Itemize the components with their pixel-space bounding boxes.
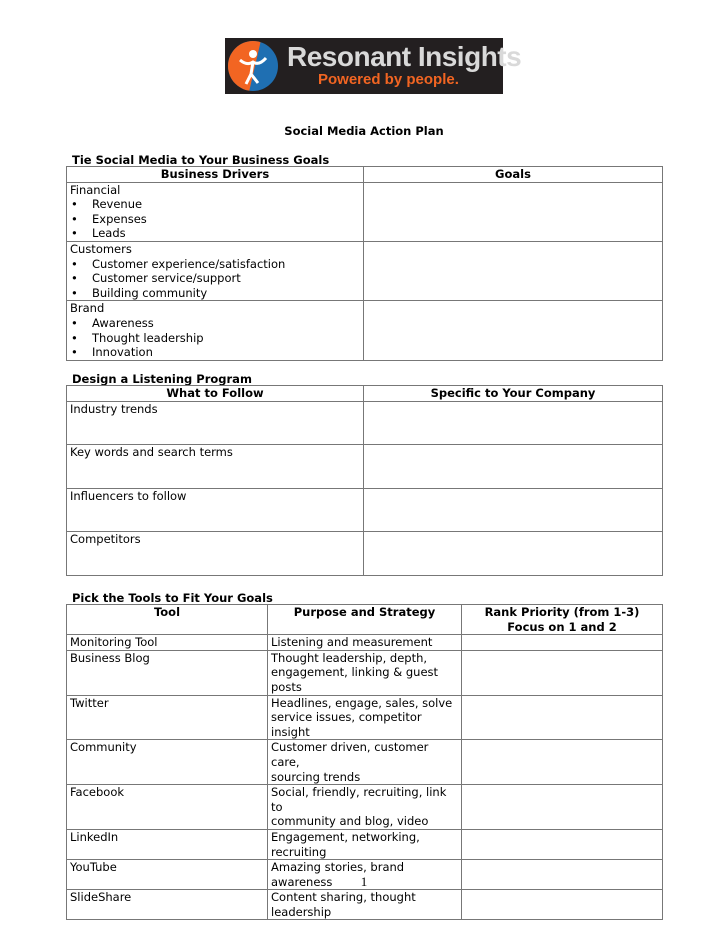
column-header-specific-to-company: Specific to Your Company (364, 386, 663, 402)
purpose-line: leadership (271, 904, 332, 919)
tool-name: LinkedIn (67, 829, 268, 859)
rank-cell[interactable] (462, 890, 663, 920)
column-header-tool (67, 605, 268, 635)
table-row (67, 785, 663, 830)
company-specific-cell[interactable] (364, 531, 663, 575)
table-row (67, 890, 663, 920)
tool-name: Community (67, 740, 268, 785)
document-title: Social Media Action Plan (284, 124, 444, 138)
follow-item: Competitors (67, 531, 364, 575)
tool-name: Business Blog (67, 650, 268, 695)
header-text: Tool (153, 605, 181, 619)
column-header-goals: Goals (364, 167, 663, 183)
purpose-line: service issues, competitor insight (271, 710, 422, 739)
table-row (67, 444, 663, 488)
purpose-line: Social, friendly, recruiting, link to (271, 785, 447, 814)
tools-table (66, 604, 663, 920)
purpose-line: Thought leadership, depth, (271, 650, 428, 665)
section-heading-listening-program: Design a Listening Program (72, 372, 252, 386)
header-text: Rank Priority (from 1-3) (484, 605, 640, 619)
tool-purpose (268, 785, 462, 830)
list-item: • Customer experience/satisfaction (70, 257, 360, 272)
driver-cell (67, 241, 364, 300)
list-item: • Thought leadership (70, 331, 360, 346)
purpose-line: community and blog, video (271, 814, 429, 829)
table-row (67, 488, 663, 531)
list-item: • Awareness (70, 316, 360, 331)
company-specific-cell[interactable] (364, 401, 663, 444)
table-row (67, 635, 663, 651)
list-item: • Building community (70, 286, 360, 301)
list-item: • Expenses (70, 212, 360, 227)
rank-cell[interactable] (462, 650, 663, 695)
rank-cell[interactable] (462, 635, 663, 651)
rank-cell[interactable] (462, 829, 663, 859)
column-header-what-to-follow: What to Follow (67, 386, 364, 402)
driver-label: Customers (70, 241, 132, 256)
tool-purpose (268, 635, 462, 651)
driver-cell (67, 182, 364, 241)
rank-cell[interactable] (462, 695, 663, 740)
logo-tagline: Powered by people. (318, 71, 459, 88)
tool-name: Twitter (67, 695, 268, 740)
purpose-line: Engagement, networking, (271, 829, 420, 844)
tool-purpose (268, 829, 462, 859)
follow-item: Industry trends (67, 401, 364, 444)
purpose-line: Amazing stories, brand awareness (271, 860, 405, 889)
list-item: • Revenue (70, 197, 360, 212)
goals-cell[interactable] (364, 301, 663, 360)
column-header-purpose (268, 605, 462, 635)
table-row (67, 241, 663, 300)
tool-purpose (268, 890, 462, 920)
table-row (67, 401, 663, 444)
purpose-line: Customer driven, customer care, (271, 740, 429, 769)
person-figure-icon (227, 40, 279, 92)
rank-cell[interactable] (462, 785, 663, 830)
table-row (67, 650, 663, 695)
follow-item: Influencers to follow (67, 488, 364, 531)
tool-name: YouTube (67, 860, 268, 890)
list-item: • Customer service/support (70, 271, 360, 286)
section-heading-pick-tools: Pick the Tools to Fit Your Goals (72, 591, 273, 605)
driver-label: Brand (70, 301, 105, 316)
page-number: 1 (360, 874, 368, 889)
company-specific-cell[interactable] (364, 444, 663, 488)
table-row (67, 695, 663, 740)
purpose-line: Headlines, engage, sales, solve (271, 695, 453, 710)
header-text: Purpose and Strategy (293, 605, 436, 619)
table-row (67, 531, 663, 575)
rank-cell[interactable] (462, 740, 663, 785)
table-row (67, 301, 663, 360)
tool-purpose (268, 740, 462, 785)
purpose-line: Listening and measurement (271, 635, 433, 650)
column-header-rank-priority (462, 605, 663, 635)
purpose-line: Content sharing, thought (271, 890, 416, 905)
column-header-business-drivers: Business Drivers (67, 167, 364, 183)
list-item: • Leads (70, 226, 360, 241)
driver-label: Financial (70, 182, 121, 197)
logo-title: Resonant Insights (287, 41, 522, 72)
tool-name: SlideShare (67, 890, 268, 920)
listening-program-table (66, 385, 663, 576)
company-specific-cell[interactable] (364, 488, 663, 531)
purpose-line: sourcing trends (271, 769, 361, 784)
tool-name: Monitoring Tool (67, 635, 268, 651)
follow-item: Key words and search terms (67, 444, 364, 488)
driver-cell (67, 301, 364, 360)
tool-name: Facebook (67, 785, 268, 830)
goals-cell[interactable] (364, 182, 663, 241)
goals-cell[interactable] (364, 241, 663, 300)
header-subtext: Focus on 1 and 2 (507, 619, 617, 634)
section-heading-business-goals: Tie Social Media to Your Business Goals (72, 153, 330, 167)
company-logo (225, 38, 522, 94)
table-row (67, 829, 663, 859)
list-item: • Innovation (70, 345, 360, 360)
tool-purpose (268, 695, 462, 740)
table-row (67, 182, 663, 241)
purpose-line: recruiting (271, 844, 327, 859)
table-row (67, 740, 663, 785)
business-goals-table (66, 166, 663, 361)
tool-purpose (268, 650, 462, 695)
purpose-line: engagement, linking & guest posts (271, 665, 439, 694)
